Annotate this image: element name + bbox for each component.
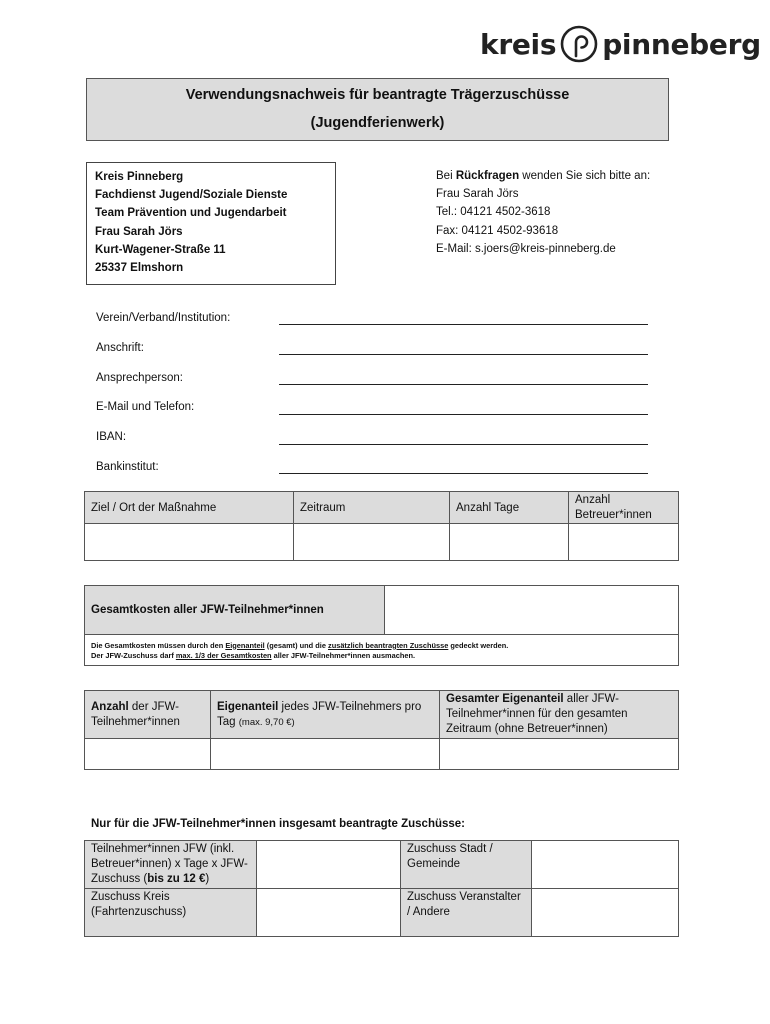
header-text: jedes JFW-Teilnehmers pro Tag [217, 700, 422, 728]
logo-text-left: kreis [480, 27, 557, 61]
contact-intro-pre: Bei [436, 170, 456, 182]
form-title-box [86, 78, 669, 141]
label-district-subsidy: Zuschuss Kreis (Fahrtenzuschuss) [85, 889, 257, 937]
measure-table [84, 491, 679, 561]
label-organizer-subsidy: Zuschuss Veranstalter / Andere [401, 889, 532, 937]
own-contribution-table [84, 690, 679, 770]
contact-name: Frau Sarah Jörs [436, 188, 519, 201]
header-text: aller JFW-Teilnehmer*innen für den gesamten Zeitraum (ohne Betreuer*innen) [446, 693, 628, 735]
table-row [85, 524, 679, 561]
form-title: Verwendungsnachweis für beantragte Trägerzuschüsse [185, 87, 570, 103]
field-line-address[interactable] [279, 353, 648, 355]
cell-supervisors[interactable] [569, 524, 679, 561]
table-row [85, 841, 679, 889]
form-subtitle: (Jugendferienwerk) [310, 115, 445, 131]
contact-email: E-Mail: s.joers@kreis-pinneberg.de [436, 242, 616, 255]
cell-own-contribution[interactable] [211, 739, 440, 770]
header-text: der JFW-Teilnehmer*innen [91, 700, 180, 728]
subsidy-table [84, 840, 679, 937]
cell-total-own-contribution[interactable] [440, 739, 679, 770]
contact-intro-bold: Rückfragen [455, 170, 520, 182]
table-header-row [85, 492, 679, 524]
cell-days[interactable] [450, 524, 569, 561]
note-line-2 [91, 651, 672, 662]
table-row [85, 739, 679, 770]
logo-mark-icon [559, 24, 599, 64]
header-supervisors: Anzahl Betreuer*innen [569, 492, 679, 524]
note-text: Der JFW-Zuschuss darf [91, 651, 176, 660]
table-row [85, 635, 679, 666]
note-line-1 [91, 641, 672, 652]
note-underline: max. 1/3 der Gesamtkosten [175, 651, 272, 660]
total-cost-table [84, 585, 679, 666]
field-line-email-phone[interactable] [279, 413, 648, 415]
subsidy-section-heading: Nur für die JFW-Teilnehmer*innen insgesamt beantragte Zuschüsse: [91, 818, 466, 830]
header-days: Anzahl Tage [450, 492, 569, 524]
cell-jfw-subsidy[interactable] [257, 841, 401, 889]
contact-intro-post: wenden Sie sich bitte an: [519, 170, 651, 182]
label-jfw-subsidy [85, 841, 257, 889]
field-line-iban[interactable] [279, 443, 648, 445]
table-row [85, 586, 679, 635]
address-line: Team Prävention und Jugendarbeit [95, 207, 287, 220]
total-cost-value[interactable] [385, 586, 679, 635]
header-bold: Anzahl [91, 700, 129, 713]
label-text: Teilnehmer*innen JFW (inkl. Betreuer*innen) x Tage x JFW-Zuschuss ( [91, 843, 248, 885]
note-underline: zusätzlich beantragten Zuschüsse [328, 640, 449, 650]
contact-info [436, 167, 650, 258]
label-bold: bis zu 12 € [147, 873, 206, 885]
recipient-address-box [86, 162, 336, 285]
header-destination: Ziel / Ort der Maßnahme [85, 492, 294, 524]
contact-intro [436, 167, 650, 185]
kreis-pinneberg-logo [480, 24, 761, 64]
field-label-address: Anschrift: [96, 342, 144, 354]
cell-organizer-subsidy[interactable] [532, 889, 679, 937]
address-line: 25337 Elmshorn [95, 262, 184, 275]
note-text: Die Gesamtkosten müssen durch den [91, 640, 226, 650]
cell-city-subsidy[interactable] [532, 841, 679, 889]
note-text: (gesamt) und die [264, 640, 328, 650]
logo-text-right: pinneberg [602, 27, 761, 61]
header-total-own-contribution [440, 691, 679, 739]
address-line: Kurt-Wagener-Straße 11 [95, 243, 226, 256]
cell-period[interactable] [294, 524, 450, 561]
note-underline: Eigenanteil [225, 640, 265, 650]
field-label-email-phone: E-Mail und Telefon: [96, 401, 195, 413]
address-line: Frau Sarah Jörs [95, 225, 183, 238]
total-cost-note [85, 635, 679, 666]
field-label-iban: IBAN: [96, 431, 127, 443]
note-text: aller JFW-Teilnehmer*innen ausmachen. [271, 651, 416, 660]
table-row [85, 889, 679, 937]
field-line-institution[interactable] [279, 323, 648, 325]
header-participant-count [85, 691, 211, 739]
contact-fax: Fax: 04121 4502-93618 [436, 224, 559, 237]
header-bold: Gesamter Eigenanteil [446, 693, 564, 705]
address-line: Kreis Pinneberg [95, 171, 184, 183]
cell-destination[interactable] [85, 524, 294, 561]
contact-tel: Tel.: 04121 4502-3618 [436, 206, 551, 219]
header-small: (max. 9,70 €) [238, 716, 295, 728]
cell-district-subsidy[interactable] [257, 889, 401, 937]
total-cost-label: Gesamtkosten aller JFW-Teilnehmer*innen [85, 586, 385, 635]
cell-participant-count[interactable] [85, 739, 211, 770]
field-label-institution: Verein/Verband/Institution: [96, 312, 231, 324]
header-bold: Eigenanteil [217, 700, 279, 713]
label-text: ) [205, 873, 210, 885]
label-city-subsidy: Zuschuss Stadt / Gemeinde [401, 841, 532, 889]
field-label-contact-person: Ansprechperson: [96, 372, 183, 384]
table-header-row [85, 691, 679, 739]
header-period: Zeitraum [294, 492, 450, 524]
field-line-bank[interactable] [279, 472, 648, 474]
address-line: Fachdienst Jugend/Soziale Dienste [95, 189, 288, 202]
field-label-bank: Bankinstitut: [96, 461, 159, 473]
field-line-contact-person[interactable] [279, 383, 648, 385]
note-text: gedeckt werden. [448, 640, 509, 650]
header-own-contribution [211, 691, 440, 739]
